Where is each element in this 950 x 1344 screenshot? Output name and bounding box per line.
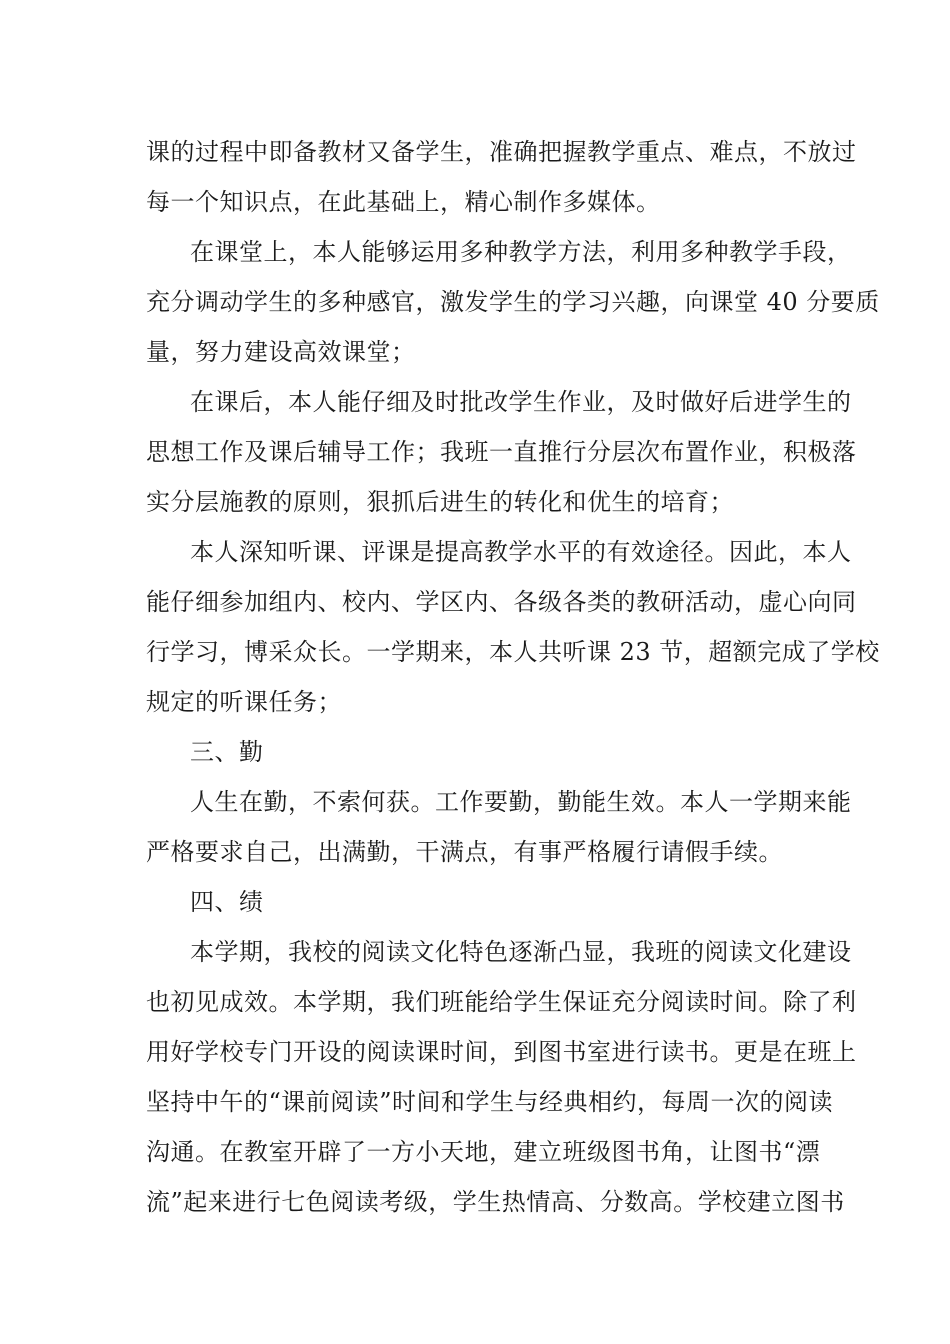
text-line-2: 每一个知识点，在此基础上，精心制作多媒体。 <box>146 188 661 216</box>
section-heading-ji: 四、绩 <box>190 888 264 916</box>
text-line-3: 在课堂上，本人能够运用多种教学方法，利用多种教学手段， <box>190 238 852 266</box>
text-line-15: 严格要求自己，出满勤，干满点，有事严格履行请假手续。 <box>146 838 783 866</box>
text-line-10: 能仔细参加组内、校内、学区内、各级各类的教研活动，虚心向同 <box>146 588 857 616</box>
text-line-9: 本人深知听课、评课是提高教学水平的有效途径。因此，本人 <box>190 538 852 566</box>
text-line-21: 沟通。在教室开辟了一方小天地，建立班级图书角，让图书“漂 <box>146 1138 821 1166</box>
text-line-7: 思想工作及课后辅导工作；我班一直推行分层次布置作业，积极落 <box>146 438 857 466</box>
text-line-12: 规定的听课任务； <box>146 688 342 716</box>
section-heading-qin: 三、勤 <box>190 738 264 766</box>
text-line-11: 行学习，博采众长。一学期来，本人共听课 23 节，超额完成了学校 <box>146 638 880 666</box>
text-line-1: 课的过程中即备教材又备学生，准确把握教学重点、难点，不放过 <box>146 138 857 166</box>
text-line-18: 也初见成效。本学期，我们班能给学生保证充分阅读时间。除了利 <box>146 988 857 1016</box>
text-line-14: 人生在勤，不索何获。工作要勤，勤能生效。本人一学期来能 <box>190 788 852 816</box>
text-line-20: 坚持中午的“课前阅读”时间和学生与经典相约，每周一次的阅读 <box>146 1088 834 1116</box>
text-line-8: 实分层施教的原则，狠抓后进生的转化和优生的培育； <box>146 488 734 516</box>
text-line-22: 流”起来进行七色阅读考级，学生热情高、分数高。学校建立图书 <box>146 1188 845 1216</box>
text-line-5: 量，努力建设高效课堂； <box>146 338 416 366</box>
text-line-17: 本学期，我校的阅读文化特色逐渐凸显，我班的阅读文化建设 <box>190 938 852 966</box>
text-line-19: 用好学校专门开设的阅读课时间，到图书室进行读书。更是在班上 <box>146 1038 857 1066</box>
text-line-4: 充分调动学生的多种感官，激发学生的学习兴趣，向课堂 40 分要质 <box>146 288 880 316</box>
text-line-6: 在课后，本人能仔细及时批改学生作业，及时做好后进学生的 <box>190 388 852 416</box>
